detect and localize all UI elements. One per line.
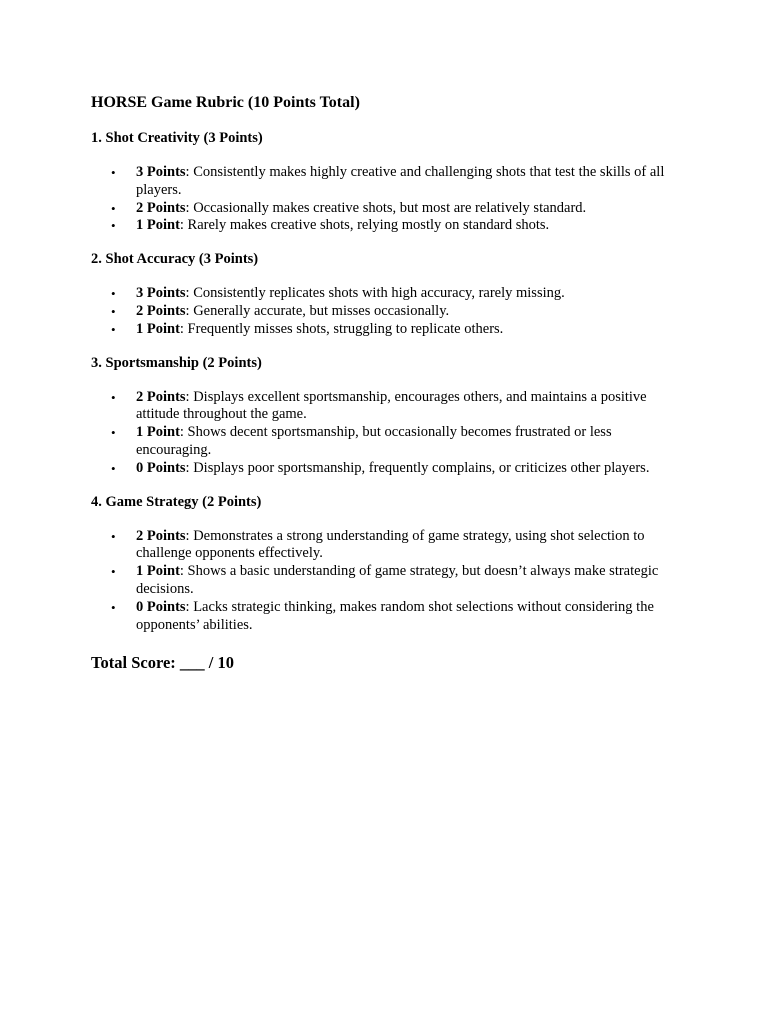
bullet-icon: • bbox=[111, 425, 116, 441]
list-item bbox=[91, 424, 681, 460]
list-item bbox=[91, 164, 681, 200]
points-label: 2 Points bbox=[136, 527, 186, 544]
criterion-text: : Generally accurate, but misses occasionally. bbox=[185, 302, 450, 319]
bullet-icon: • bbox=[111, 321, 116, 337]
list-item bbox=[91, 599, 681, 635]
criterion-text: : Shows decent sportsmanship, but occasionally becomes frustrated or less encouraging. bbox=[136, 424, 612, 458]
points-label: 1 Point bbox=[136, 217, 180, 234]
criterion-text: : Demonstrates a strong understanding of game strategy, using shot selection to challenge opponents effectively. bbox=[136, 527, 645, 562]
document-content bbox=[91, 92, 681, 691]
list-item bbox=[91, 563, 681, 599]
points-label: 2 Points bbox=[136, 388, 186, 405]
points-label: 2 Points bbox=[136, 199, 186, 216]
section-heading: 1. Shot Creativity (3 Points) bbox=[91, 130, 263, 146]
bullet-icon: • bbox=[111, 599, 116, 615]
criterion-text: : Frequently misses shots, struggling to replicate others. bbox=[179, 320, 504, 337]
list-item bbox=[91, 460, 681, 478]
section-shot-creativity bbox=[91, 128, 681, 235]
bullet-icon: • bbox=[111, 165, 116, 180]
bullet-icon: • bbox=[111, 286, 116, 302]
list-item bbox=[91, 200, 681, 218]
points-label: 3 Points bbox=[136, 285, 186, 302]
list-item bbox=[91, 528, 681, 564]
bullet-icon: • bbox=[111, 564, 116, 580]
bullet-icon: • bbox=[111, 528, 116, 544]
criterion-text: : Displays excellent sportsmanship, encourages others, and maintains a positive attitude throughout the game. bbox=[136, 388, 647, 423]
criteria-list bbox=[91, 389, 681, 478]
criterion-text: : Occasionally makes creative shots, but most are relatively standard. bbox=[185, 199, 587, 216]
points-label: 2 Points bbox=[136, 302, 186, 319]
bullet-icon: • bbox=[111, 218, 116, 234]
bullet-icon: • bbox=[111, 200, 116, 216]
criterion-text: : Lacks strategic thinking, makes random shot selections without considering the opponents’ abilities. bbox=[136, 598, 654, 633]
section-game-strategy bbox=[91, 492, 681, 635]
points-label: 1 Point bbox=[136, 320, 180, 337]
criterion-text: : Displays poor sportsmanship, frequently complains, or criticizes other players. bbox=[185, 459, 650, 476]
total-score: Total Score: ___ / 10 bbox=[91, 653, 234, 673]
section-shot-accuracy bbox=[91, 249, 681, 338]
criteria-list bbox=[91, 285, 681, 338]
section-heading: 3. Sportsmanship (2 Points) bbox=[91, 354, 262, 371]
list-item bbox=[91, 321, 681, 339]
points-label: 0 Points bbox=[136, 598, 186, 615]
bullet-icon: • bbox=[111, 303, 116, 319]
section-heading: 2. Shot Accuracy (3 Points) bbox=[91, 251, 259, 268]
points-label: 1 Point bbox=[136, 563, 180, 580]
criterion-text: : Rarely makes creative shots, relying mostly on standard shots. bbox=[179, 217, 550, 234]
list-item bbox=[91, 285, 681, 303]
points-label: 3 Points bbox=[136, 164, 186, 180]
points-label: 1 Point bbox=[136, 424, 180, 441]
criterion-text: : Shows a basic understanding of game strategy, but doesn’t always make strategic decisions. bbox=[136, 563, 659, 597]
criterion-text: : Consistently makes highly creative and challenging shots that test the skills of all players. bbox=[136, 164, 665, 198]
section-sportsmanship bbox=[91, 353, 681, 478]
document-title: HORSE Game Rubric (10 Points Total) bbox=[91, 94, 360, 111]
criterion-text: : Consistently replicates shots with high accuracy, rarely missing. bbox=[185, 285, 565, 302]
list-item bbox=[91, 217, 681, 235]
list-item bbox=[91, 389, 681, 425]
criteria-list bbox=[91, 164, 681, 235]
bullet-icon: • bbox=[111, 460, 116, 476]
bullet-icon: • bbox=[111, 389, 116, 405]
points-label: 0 Points bbox=[136, 459, 186, 476]
section-heading: 4. Game Strategy (2 Points) bbox=[91, 493, 262, 510]
list-item bbox=[91, 303, 681, 321]
criteria-list bbox=[91, 528, 681, 635]
